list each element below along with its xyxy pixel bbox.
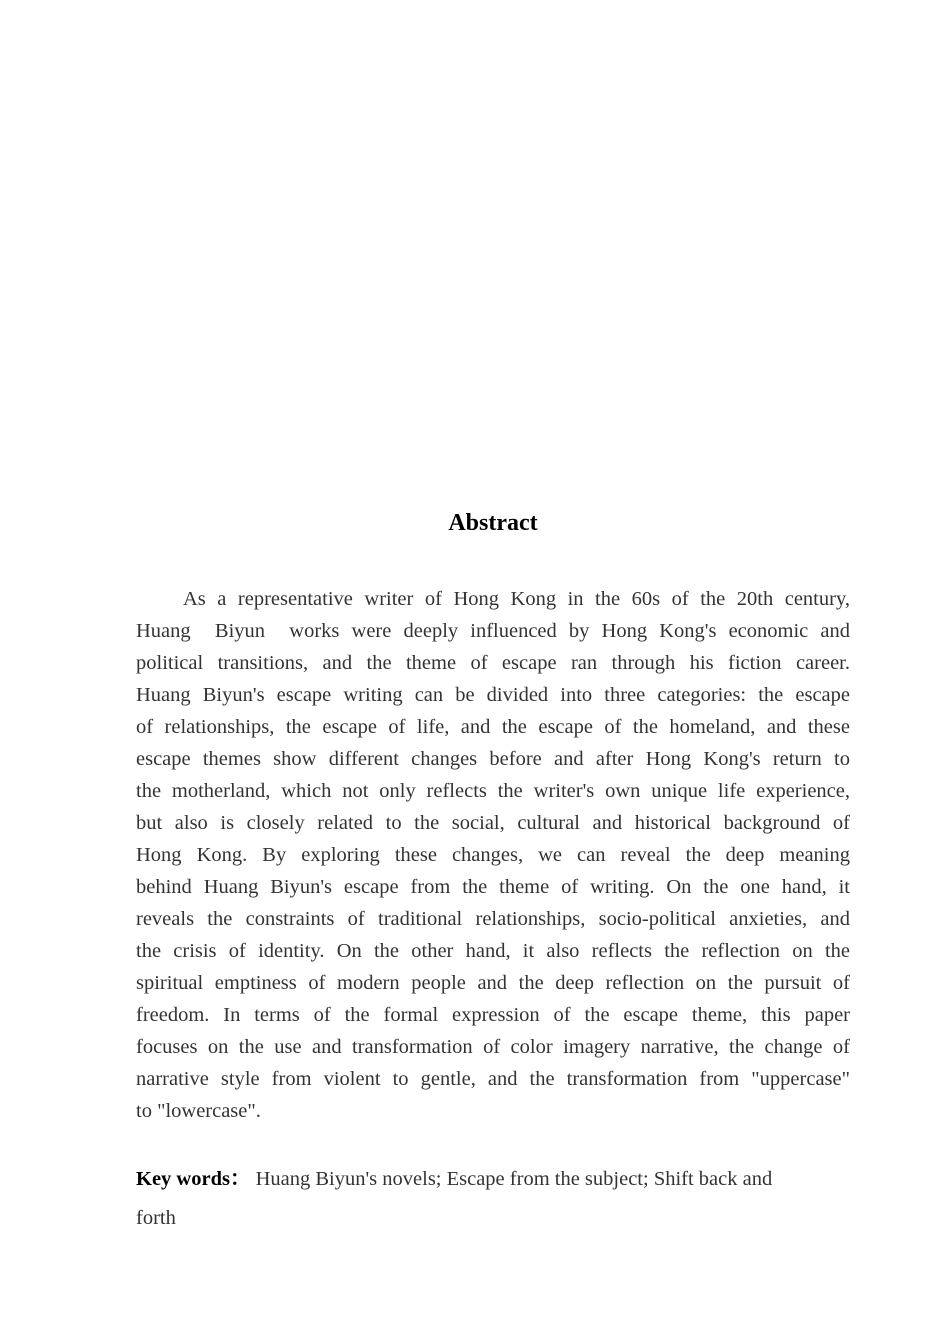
abstract-line: political transitions, and the theme of escape ran through his fiction career.: [136, 652, 850, 674]
abstract-paragraph: [136, 583, 850, 1127]
abstract-line: As a representative writer of Hong Kong in the 60s of the 20th century,: [183, 588, 850, 610]
abstract-line: freedom. In terms of the formal expression of the escape theme, this paper: [136, 1004, 850, 1026]
abstract-line: Huang Biyun's escape writing can be divided into three categories: the escape: [136, 684, 850, 706]
abstract-line: to "lowercase".: [136, 1100, 261, 1122]
abstract-line: of relationships, the escape of life, and the escape of the homeland, and these: [136, 716, 850, 738]
abstract-line: narrative style from violent to gentle, and the transformation from "uppercase": [136, 1068, 850, 1090]
abstract-line: the crisis of identity. On the other hand, it also reflects the reflection on the: [136, 940, 850, 962]
abstract-title: Abstract: [448, 510, 538, 536]
keywords-label: Key words：: [136, 1168, 251, 1190]
abstract-line: escape themes show different changes before and after Hong Kong's return to: [136, 748, 850, 770]
abstract-line: focuses on the use and transformation of color imagery narrative, the change of: [136, 1036, 850, 1058]
keywords-text: Huang Biyun's novels; Escape from the subject; Shift back and: [250, 1168, 773, 1190]
abstract-line: spiritual emptiness of modern people and the deep reflection on the pursuit of: [136, 972, 850, 994]
keywords-line: [136, 1160, 850, 1199]
abstract-line: the motherland, which not only reflects the writer's own unique life experience,: [136, 780, 850, 802]
abstract-line: Hong Kong. By exploring these changes, we can reveal the deep meaning: [136, 844, 850, 866]
keywords-continuation: forth: [136, 1207, 176, 1229]
abstract-line: but also is closely related to the social, cultural and historical background of: [136, 812, 850, 834]
abstract-line: reveals the constraints of traditional relationships, socio-political anxieties, and: [136, 908, 850, 930]
keywords-section: [136, 1160, 850, 1238]
abstract-line: Huang Biyun works were deeply influenced by Hong Kong's economic and: [136, 620, 850, 642]
abstract-line: behind Huang Biyun's escape from the theme of writing. On the one hand, it: [136, 876, 850, 898]
